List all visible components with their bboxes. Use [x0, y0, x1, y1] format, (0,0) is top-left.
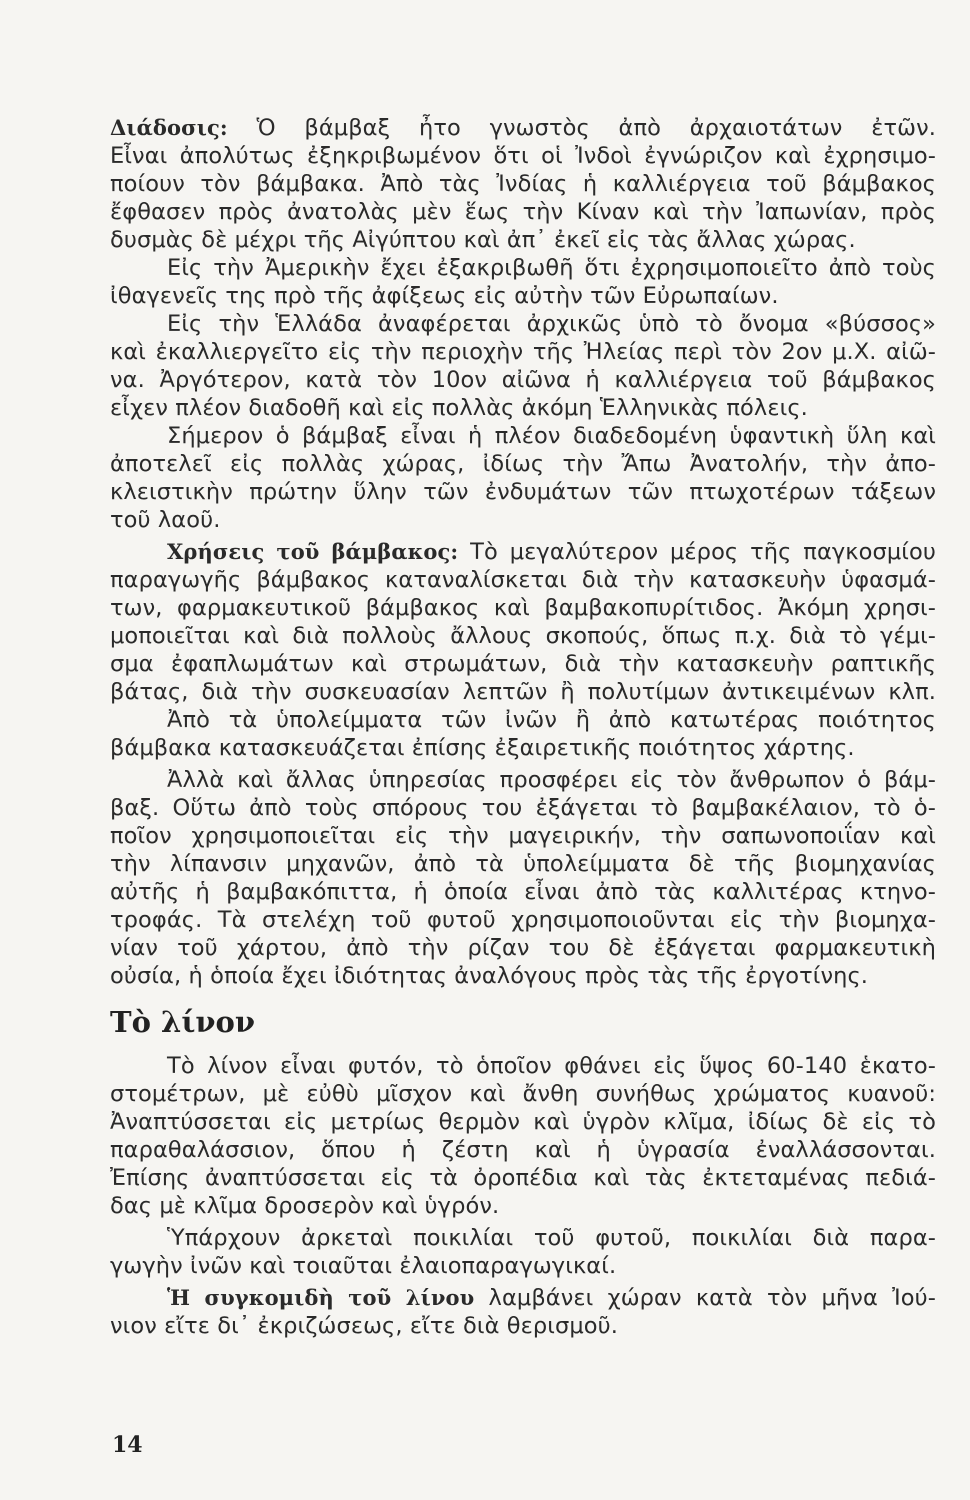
text-line: Χρήσεις τοῦ βάμβακος: Τὸ μεγαλύτερον μέρος τῆς παγκοσμίου	[167, 539, 936, 565]
text-line: Ἀπὸ τὰ ὑπολείμματα τῶν ἰνῶν ἢ ἀπὸ κατωτέρας ποιότητος	[167, 707, 936, 733]
text-line: ποίουν τὸν βάμβακα. Ἀπὸ τὰς Ἰνδίας ἡ καλλιέργεια τοῦ βάμβακος	[110, 171, 936, 197]
text-line: δας μὲ κλῖμα δροσερὸν καὶ ὑγρόν.	[110, 1193, 500, 1219]
text-line: Διάδοσις: Ὁ βάμβαξ ἦτο γνωστὸς ἀπὸ ἀρχαιοτάτων ἐτῶν.	[110, 115, 936, 141]
run-in-heading: Ἡ συγκομιδὴ τοῦ λίνου	[167, 1285, 475, 1310]
text-line: Εἶναι ἀπολύτως ἐξηκριβωμένον ὅτι οἱ Ἰνδοὶ ἐγνώριζον καὶ ἐχρησιμο-	[110, 143, 936, 169]
text-line: Σήμερον ὁ βάμβαξ εἶναι ἡ πλέον διαδεδομένη ὑφαντικὴ ὕλη καὶ	[167, 423, 936, 449]
text-line: Ἐπίσης ἀναπτύσσεται εἰς τὰ ὀροπέδια καὶ τὰς ἐκτεταμένας πεδιά-	[110, 1165, 936, 1191]
text-line: των, φαρμακευτικοῦ βάμβακος καὶ βαμβακοπυρίτιδος. Ἀκόμη χρησι-	[110, 595, 936, 621]
run-in-heading: Χρήσεις τοῦ βάμβακος:	[167, 539, 459, 564]
text-line: Ἀναπτύσσεται εἰς μετρίως θερμὸν καὶ ὑγρὸν κλῖμα, ἰδίως δὲ εἰς τὸ	[110, 1109, 936, 1135]
text-line: τοῦ λαοῦ.	[110, 507, 221, 533]
text-line: γωγὴν ἰνῶν καὶ τοιαῦται ἐλαιοπαραγωγικαί.	[110, 1253, 617, 1279]
text-line: παραγωγῆς βάμβακος καταναλίσκεται διὰ τὴν κατασκευὴν ὑφασμά-	[110, 567, 936, 593]
text-line: ἔφθασεν πρὸς ἀνατολὰς μὲν ἕως τὴν Κίναν καὶ τὴν Ἰαπωνίαν, πρὸς	[110, 199, 936, 225]
text-line: στομέτρων, μὲ εὐθὺ μῖσχον καὶ ἄνθη συνήθως χρώματος κυανοῦ:	[110, 1081, 936, 1107]
text-line: βάτας, διὰ τὴν συσκευασίαν λεπτῶν ἢ πολυτίμων ἀντικειμένων κλπ.	[110, 679, 936, 705]
run-in-heading: Διάδοσις:	[110, 115, 228, 140]
text-line: Ἡ συγκομιδὴ τοῦ λίνου λαμβάνει χώραν κατὰ τὸν μῆνα Ἰού-	[167, 1285, 936, 1311]
text-line: τροφάς. Τὰ στελέχη τοῦ φυτοῦ χρησιμοποιοῦνται εἰς τὴν βιομηχα-	[110, 907, 936, 933]
text-line: να. Ἀργότερον, κατὰ τὸν 10ον αἰῶνα ἡ καλλιέργεια τοῦ βάμβακος	[110, 367, 936, 393]
section-heading: Τὸ λίνον	[110, 1005, 255, 1039]
text-line: Εἰς τὴν Ἀμερικὴν ἔχει ἐξακριβωθῆ ὅτι ἐχρησιμοποιεῖτο ἀπὸ τοὺς	[167, 255, 936, 281]
text-line: εἶχεν πλέον διαδοθῆ καὶ εἰς πολλὰς ἀκόμη Ἑλληνικὰς πόλεις.	[110, 395, 808, 421]
text-line: Τὸ λίνον εἶναι φυτόν, τὸ ὁποῖον φθάνει εἰς ὕψος 60-140 ἑκατο-	[167, 1053, 936, 1079]
text-line: αὐτῆς ἡ βαμβακόπιττα, ἡ ὁποία εἶναι ἀπὸ τὰς καλλιτέρας κτηνο-	[110, 879, 936, 905]
text-line: μοποιεῖται καὶ διὰ πολλοὺς ἄλλους σκοπούς, ὅπως π.χ. διὰ τὸ γέμι-	[110, 623, 936, 649]
text-line: Εἰς τὴν Ἑλλάδα ἀναφέρεται ἀρχικῶς ὑπὸ τὸ ὄνομα «βύσσος»	[167, 311, 936, 337]
text-line: βάμβακα κατασκευάζεται ἐπίσης ἐξαιρετικῆς ποιότητος χάρτης.	[110, 735, 855, 761]
text-line: Ὑπάρχουν ἀρκεταὶ ποικιλίαι τοῦ φυτοῦ, ποικιλίαι διὰ παρα-	[167, 1225, 936, 1251]
text-line: ἀποτελεῖ εἰς πολλὰς χώρας, ἰδίως τὴν Ἄπω Ἀνατολήν, τὴν ἀπο-	[110, 451, 936, 477]
text-line: καὶ ἐκαλλιεργεῖτο εἰς τὴν περιοχὴν τῆς Ἠλείας περὶ τὸν 2ον μ.Χ. αἰῶ-	[110, 339, 936, 365]
text-line: οὐσία, ἡ ὁποία ἔχει ἰδιότητας ἀναλόγους πρὸς τὰς τῆς ἐργοτίνης.	[110, 963, 869, 989]
text-line: νίαν τοῦ χάρτου, ἀπὸ τὴν ρίζαν του δὲ ἐξάγεται φαρμακευτικὴ	[110, 935, 936, 961]
text-line: βαξ. Οὕτω ἀπὸ τοὺς σπόρους του ἐξάγεται τὸ βαμβακέλαιον, τὸ ὁ-	[110, 795, 936, 821]
text-line: Ἀλλὰ καὶ ἄλλας ὑπηρεσίας προσφέρει εἰς τὸν ἄνθρωπον ὁ βάμ-	[167, 767, 936, 793]
text-line: ποῖον χρησιμοποιεῖται εἰς τὴν μαγειρικήν, τὴν σαπωνοποιΐαν καὶ	[110, 823, 936, 849]
text-line: παραθαλάσσιον, ὅπου ἡ ζέστη καὶ ἡ ὑγρασία ἐναλλάσσονται.	[110, 1137, 936, 1163]
text-line: τὴν λίπανσιν μηχανῶν, ἀπὸ τὰ ὑπολείμματα δὲ τῆς βιομηχανίας	[110, 851, 936, 877]
text-line: νιον εἴτε δι᾽ ἐκριζώσεως, εἴτε διὰ θερισμοῦ.	[110, 1313, 618, 1339]
text-line: κλειστικὴν πρώτην ὕλην τῶν ἐνδυμάτων τῶν πτωχοτέρων τάξεων	[110, 479, 936, 505]
text-line: σμα ἐφαπλωμάτων καὶ στρωμάτων, διὰ τὴν κατασκευὴν ραπτικῆς	[110, 651, 936, 677]
page-number: 14	[112, 1432, 143, 1458]
text-line: ἰθαγενεῖς της πρὸ τῆς ἀφίξεως εἰς αὐτὴν τῶν Εὐρωπαίων.	[110, 283, 779, 309]
text-line: δυσμὰς δὲ μέχρι τῆς Αἰγύπτου καὶ ἀπ᾽ ἐκεῖ εἰς τὰς ἄλλας χώρας.	[110, 227, 856, 253]
